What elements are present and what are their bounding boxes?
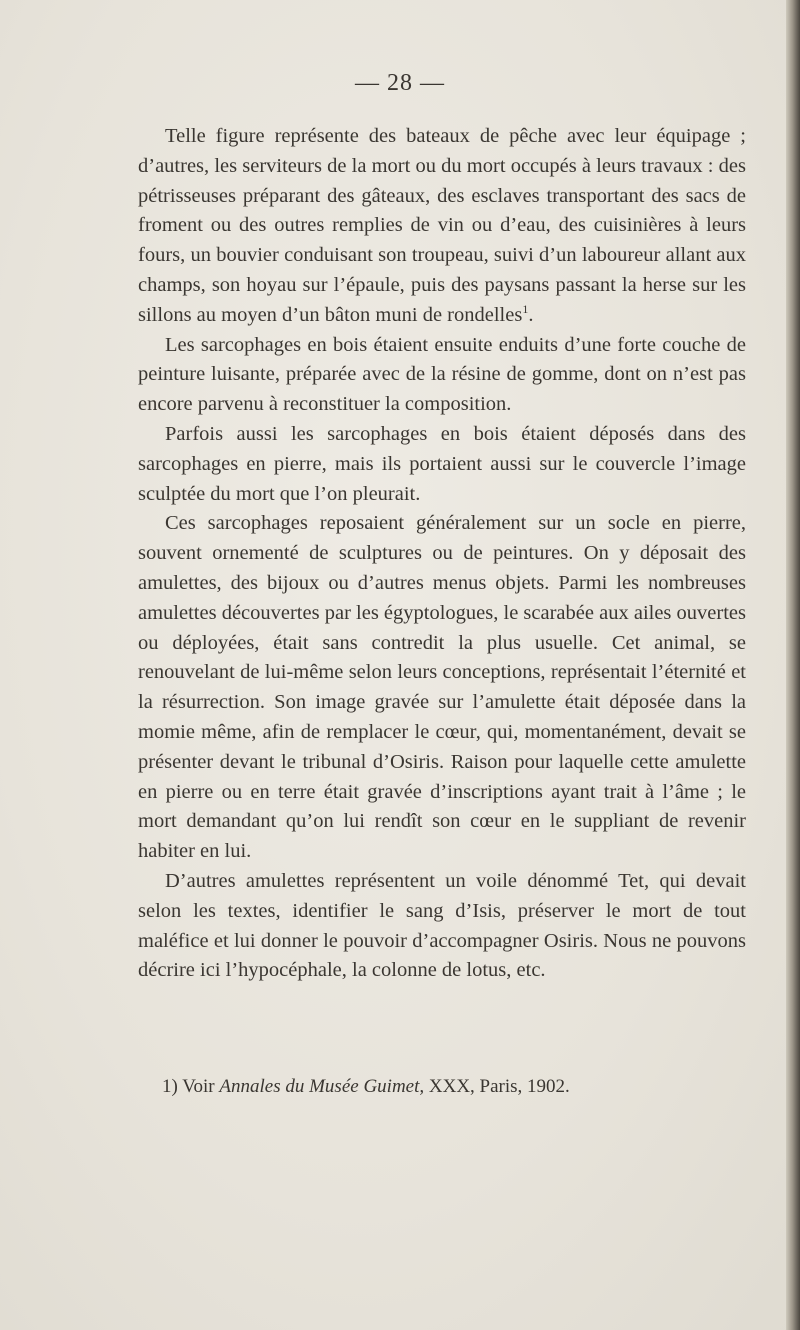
body-text	[138, 122, 746, 986]
paragraph-1-text: Telle figure représente des bateaux de pêche avec leur équipage ; d’autres, les serviteurs de la mort ou du mort occupés à leurs travaux : des pétrisseuses préparant des gâteaux, des esclaves transportant des sacs de froment ou des outres remplies de vin ou d’eau, des cuisinières à leurs fours, un bouvier conduisant son troupeau, suivi d’un laboureur allant aux champs, son hoyau sur l’épaule, puis des paysans passant la herse sur les sillons au moyen d’un bâton muni de rondelles	[138, 125, 746, 326]
footnote	[162, 1074, 762, 1100]
paragraph-3: Parfois aussi les sarcophages en bois étaient déposés dans des sarcophages en pierre, mais ils portaient aussi sur le couvercle l’image sculptée du mort que l’on pleurait.	[138, 422, 746, 505]
paragraph-1-end: .	[528, 303, 534, 326]
paragraph-4: Ces sarcophages reposaient généralement sur un socle en pierre, souvent ornementé de sculptures ou de peintures. On y déposait des amulettes, des bijoux ou d’autres menus objets. Parmi les nombreuses amulettes découvertes par les égyptologues, le scarabée aux ailes ouvertes ou déployées, était sans contredit la plus usuelle. Cet animal, se renouvelant de lui-même selon leurs conceptions, représentait l’éternité et la résurrection. Son image gravée sur l’amulette était déposée dans la momie même, afin de remplacer le cœur, qui, momentanément, devait se présenter devant le tribunal d’Osiris. Raison pour laquelle cette amulette en pierre ou en terre était gravée d’inscriptions ayant trait à l’âme ; le mort demandant qu’on lui rendît son cœur en le suppliant de revenir habiter en lui.	[138, 512, 746, 863]
footnote-suffix: XXX, Paris, 1902.	[428, 1076, 570, 1097]
paragraph-5: D’autres amulettes représentent un voile dénommé Tet, qui devait selon les textes, identifier le sang d’Isis, préserver le mort de tout maléfice et lui donner le pouvoir d’accompagner Osiris. Nous ne pouvons décrire ici l’hypocéphale, la colonne de lotus, etc.	[138, 869, 746, 982]
footnote-reference: 1	[522, 301, 529, 316]
page-number: — 28 —	[355, 70, 445, 96]
page-edge-shadow	[786, 0, 800, 1330]
footnote-prefix: Voir	[182, 1076, 215, 1097]
footnote-marker: 1)	[162, 1076, 178, 1097]
footnote-title: Annales du Musée Guimet,	[219, 1076, 425, 1097]
paragraph-2: Les sarcophages en bois étaient ensuite enduits d’une forte couche de peinture luisante, préparée avec de la résine de gomme, dont on n’est pas encore parvenu à reconstituer la composition.	[138, 333, 746, 416]
paragraph-1	[138, 122, 746, 331]
